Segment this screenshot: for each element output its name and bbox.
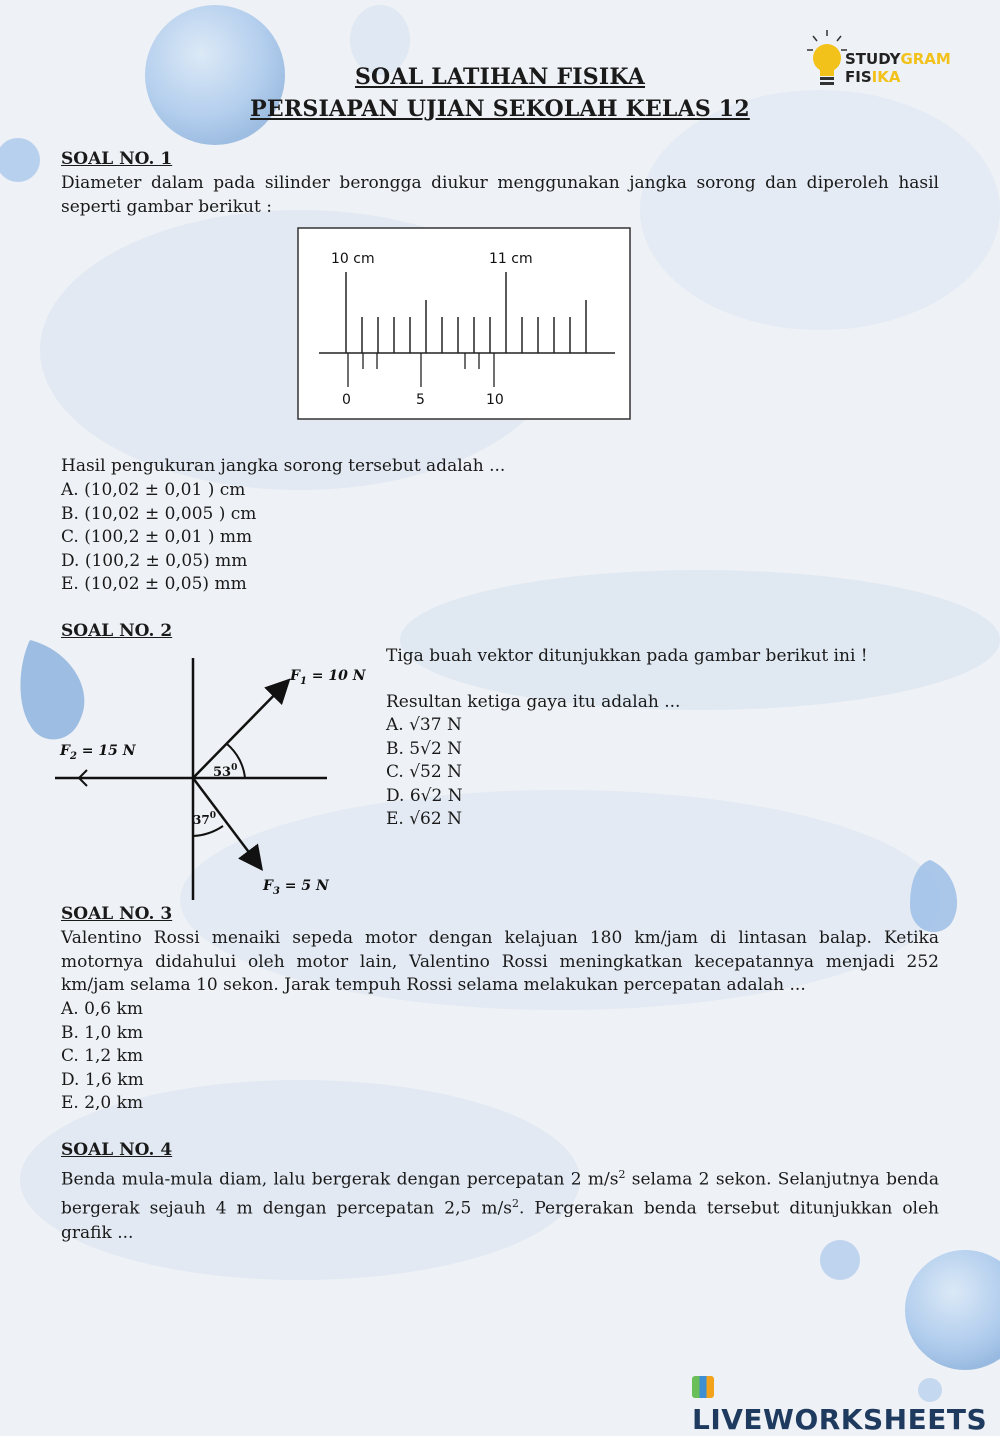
page-title: SOAL LATIHAN FISIKA [354,64,646,90]
q4-heading: SOAL NO. 4 [61,1140,173,1160]
q1-option-c[interactable]: C. (100,2 ± 0,01 ) mm [61,527,253,548]
liveworksheets-brand: LIVEWORKSHEETS [692,1370,1000,1436]
q3-option-c[interactable]: C. 1,2 km [61,1046,144,1067]
q1-options [61,479,256,597]
q1-option-b[interactable]: B. (10,02 ± 0,005 ) cm [61,503,257,524]
q2-intro: Tiga buah vektor ditunjukkan pada gambar berikut ini ! [386,646,868,666]
q1-text: Diameter dalam pada silinder berongga diukur menggunakan jangka sorong dan diperoleh hasil seperti gambar berikut : [61,173,939,217]
logo-ika: IKA [871,68,901,86]
angle-53-label: $53^0$ [213,763,238,780]
vector-diagram [55,652,375,904]
q2-heading: SOAL NO. 2 [61,621,173,641]
logo-study: STUDY [845,50,901,68]
logo-gram: GRAM [900,50,951,68]
vernier-label-5: 5 [416,392,425,408]
vernier-label-10: 10 [486,392,504,408]
logo-fis: FIS [845,68,872,86]
q1-option-a[interactable]: A. (10,02 ± 0,01 ) cm [61,480,246,500]
q1-question: Hasil pengukuran jangka sorong tersebut adalah ... [61,456,506,476]
q3-option-b[interactable]: B. 1,0 km [61,1022,144,1043]
q2-options [386,714,463,832]
page-subtitle: PERSIAPAN UJIAN SEKOLAH KELAS 12 [250,96,750,122]
q2-option-c[interactable]: C. √52 N [386,762,462,783]
f3-label: $F_3 = 5$ N [263,878,329,897]
f2-label: $F_2 = 15$ N [60,743,136,762]
vernier-label-0: 0 [342,392,351,408]
q2-option-a[interactable]: A. √37 N [386,715,462,735]
q2-option-d[interactable]: D. 6√2 N [386,785,463,806]
q1-heading: SOAL NO. 1 [61,149,173,169]
liveworksheets-logo-icon [692,1376,714,1398]
f1-label: $F_1 = 10$ N [290,668,366,687]
q2-option-e[interactable]: E. √62 N [386,809,462,830]
q4-text: Benda mula-mula diam, lalu bergerak dengan percepatan 2 $m/s^2$ selama 2 sekon. Selanjutnya benda bergerak sejauh 4 m dengan percepatan 2,5 $m/s^2$. Pergerakan benda tersebut ditunjukkan oleh grafik ... [61,1168,940,1243]
q3-option-d[interactable]: D. 1,6 km [61,1069,144,1090]
q3-option-a[interactable]: A. 0,6 km [61,999,143,1019]
q3-options [61,998,144,1116]
q2-question: Resultan ketiga gaya itu adalah ... [386,692,681,712]
angle-37-label: $37^0$ [193,811,216,827]
vernier-caliper-figure [297,227,631,420]
q1-option-d[interactable]: D. (100,2 ± 0,05) mm [61,550,248,571]
q1-option-e[interactable]: E. (10,02 ± 0,05) mm [61,574,247,595]
q3-option-e[interactable]: E. 2,0 km [61,1093,144,1114]
label-10cm: 10 cm [331,251,375,267]
q2-option-b[interactable]: B. 5√2 N [386,738,463,759]
label-11cm: 11 cm [489,251,533,267]
q3-heading: SOAL NO. 3 [61,904,173,924]
q3-text: Valentino Rossi menaiki sepeda motor dengan kelajuan 180 km/jam di lintasan balap. Ketika motornya didahului oleh motor lain, Valentino Rossi meningkatkan kecepatannya menjadi 252 km/jam selama 10 sekon. Jarak tempuh Rossi selama melakukan percepatan adalah ... [61,928,939,996]
